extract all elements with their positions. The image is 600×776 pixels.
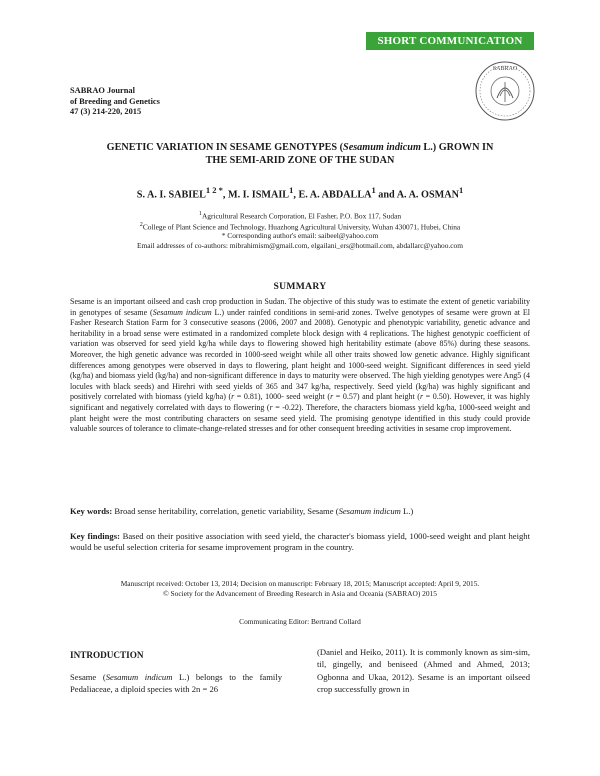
intro-column-left: Sesame (Sesamum indicum L.) belongs to the family Pedaliaceae, a diploid species with 2n = 26 <box>70 672 283 695</box>
journal-citation: 47 (3) 214-220, 2015 <box>70 107 142 116</box>
copyright-line: © Society for the Advancement of Breeding Research in Asia and Oceania (SABRAO) 2015 <box>163 589 437 598</box>
seal-text: SABRAO <box>492 66 518 72</box>
manuscript-dates: Manuscript received: October 13, 2014; Decision on manuscript: February 18, 2015; Manuscript accepted: April 9, 2015. <box>120 579 480 588</box>
journal-name: SABRAO Journal <box>70 86 135 95</box>
keywords: Key words: Broad sense heritability, correlation, genetic variability, Sesame (Sesamum indicum L.) <box>70 506 414 516</box>
sabrao-seal-icon <box>474 60 536 122</box>
journal-subtitle: of Breeding and Genetics <box>70 96 160 106</box>
affiliations: $^1$Agricultural Research Corporation, El Fasher, P.O. Box 117, Sudan $^2$College of Plant Science and Technology, Huazhong Agricultural University, Wuhan 430071, Hubei, China * Corresponding author's email: saibeel@yahoo.com Email addresses of co-authors: mibrahimism@gmail.com, elgailani_ers@hotmail.com, abdallarc@yahoo.com <box>60 210 540 250</box>
journal-info <box>70 86 160 118</box>
introduction-heading: INTRODUCTION <box>70 650 144 660</box>
key-findings: Key findings: Based on their positive association with seed yield, the character's biomass yield, 1000-seed weight and plant height would be useful selection criteria for sesame improvement program in the country. <box>70 531 530 552</box>
short-communication-badge: SHORT COMMUNICATION <box>366 32 534 50</box>
author-list: S. A. I. $SABIEL^{1 2 *}$, M. I. ISMAIL$^1$, E. A. ABDALLA$^1$ and A. A. OSMAN$^1$ <box>136 185 464 201</box>
coauthor-emails: Email addresses of co-authors: mibrahimism@gmail.com, elgailani_ers@hotmail.com, abdallarc@yahoo.com <box>136 240 463 250</box>
communicating-editor: Communicating Editor: Bertrand Collard <box>239 617 361 626</box>
summary-text: Sesame is an important oilseed and cash crop production in Sudan. The objective of this study was to estimate the extent of genetic variability in genotypes of sesame (Sesamum indicum L.) under rainfed conditions in semi-arid zones. Twelve genotypes of sesame were grown at El Fasher Research Station Farm for 3 consecutive seasons (2006, 2007 and 2008). Genotypic and phenotypic variability, genetic advance and heritability in a broad sense were estimated in a randomized complete block design with 4 replications. The highest genotypic coefficient of variation was observed for seed yield kg/ha while days to flowering showed high heritability estimate (above 85%) during these seasons. Moreover, the high genetic advance was recorded in 1000-seed weight while all other traits showed low genetic advance. Highly significant differences among genotypes were observed in days to flowering, plant height and 1000-seed weight. Significant differences in seed yield (kg/ha) and biomass yield (kg/ha) and non-significant difference in days to maturity were observed. The high yielding genotypes were Ang5 (4 locules with black seeds) and Hirehri with seed yields of 365 and 347 kg/ha, respectively. Seed yield (kg/ha) was highly significant and positively correlated with biomass (yield kg/ha) (r = 0.81), 1000- seed weight (r = 0.57) and plant height (r = 0.50). However, it was highly significant and negatively correlated with days to flowering (r = -0.22). Therefore, the characters biomass yield kg/ha, 1000-seed weight and plant height were the most contributing characters on sesame seed yield. The promising genotype identified in this study could provide valuable sources of tolerance to climate-change-related stresses and for other consequent breeding activities in sesame crop improvement. <box>70 297 530 434</box>
manuscript-meta <box>60 579 540 599</box>
corresponding-email: * Corresponding author's email: saibeel@yahoo.com <box>221 231 379 241</box>
summary-heading: SUMMARY <box>273 281 327 292</box>
paper-title: GENETIC VARIATION IN SESAME GENOTYPES (Sesamum indicum L.) GROWN IN THE SEMI-ARID ZONE OF THE SUDAN <box>106 142 494 166</box>
intro-column-right: (Daniel and Heiko, 2011). It is commonly known as sim-sim, til, gingelly, and beniseed (Ahmed and Ahmed, 2013; Ogbonna and Ukaa, 2012). Sesame is an important oilseed crop successfully grown in <box>317 647 530 695</box>
